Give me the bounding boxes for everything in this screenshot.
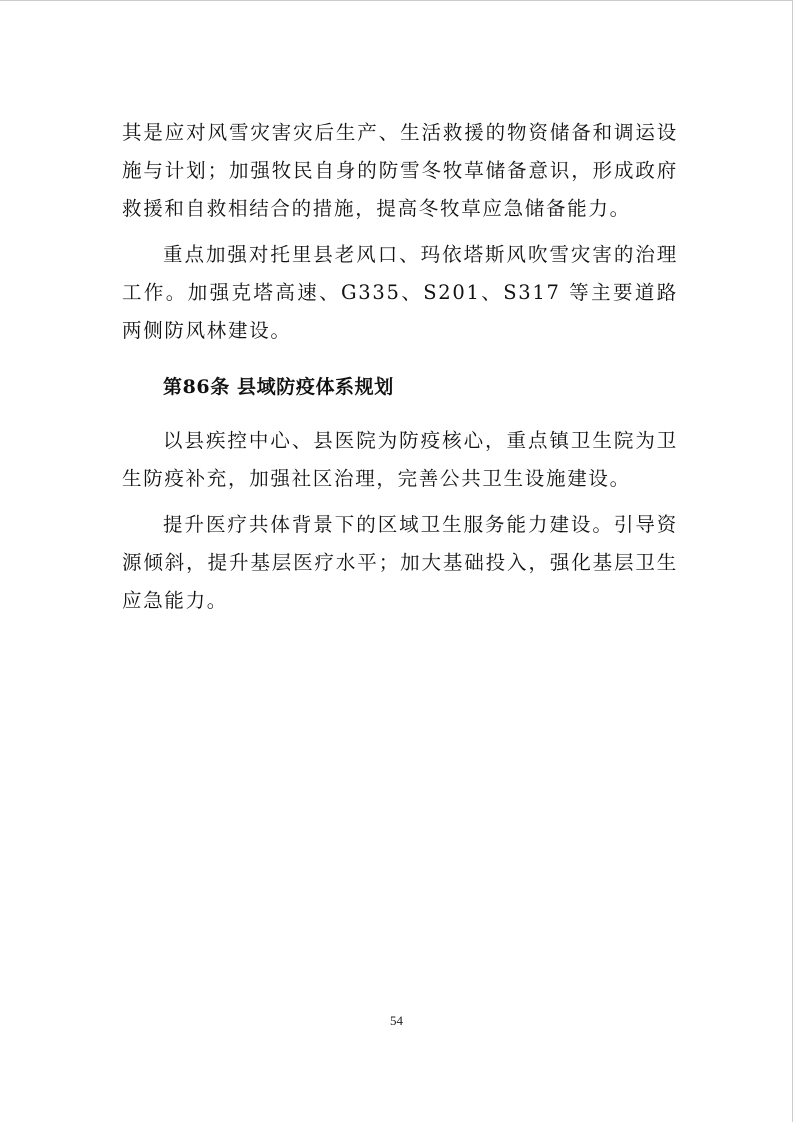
article-heading: 第86条 县域防疫体系规划 bbox=[163, 376, 394, 398]
page-content bbox=[122, 114, 678, 620]
page-number: 54 bbox=[390, 1013, 403, 1028]
body-paragraph: 以县疾控中心、县医院为防疫核心，重点镇卫生院为卫生防疫补充，加强社区治理，完善公共卫生设施建设。 bbox=[122, 429, 678, 490]
body-paragraph: 提升医疗共体背景下的区域卫生服务能力建设。引导资源倾斜，提升基层医疗水平；加大基础投入，强化基层卫生应急能力。 bbox=[122, 513, 678, 612]
body-paragraph: 重点加强对托里县老风口、玛依塔斯风吹雪灾害的治理工作。加强克塔高速、G335、S201、S317 等主要道路两侧防风林建设。 bbox=[122, 243, 678, 342]
continued-paragraph: 其是应对风雪灾害灾后生产、生活救援的物资储备和调运设施与计划；加强牧民自身的防雪冬牧草储备意识，形成政府救援和自救相结合的措施，提高冬牧草应急储备能力。 bbox=[122, 121, 678, 220]
